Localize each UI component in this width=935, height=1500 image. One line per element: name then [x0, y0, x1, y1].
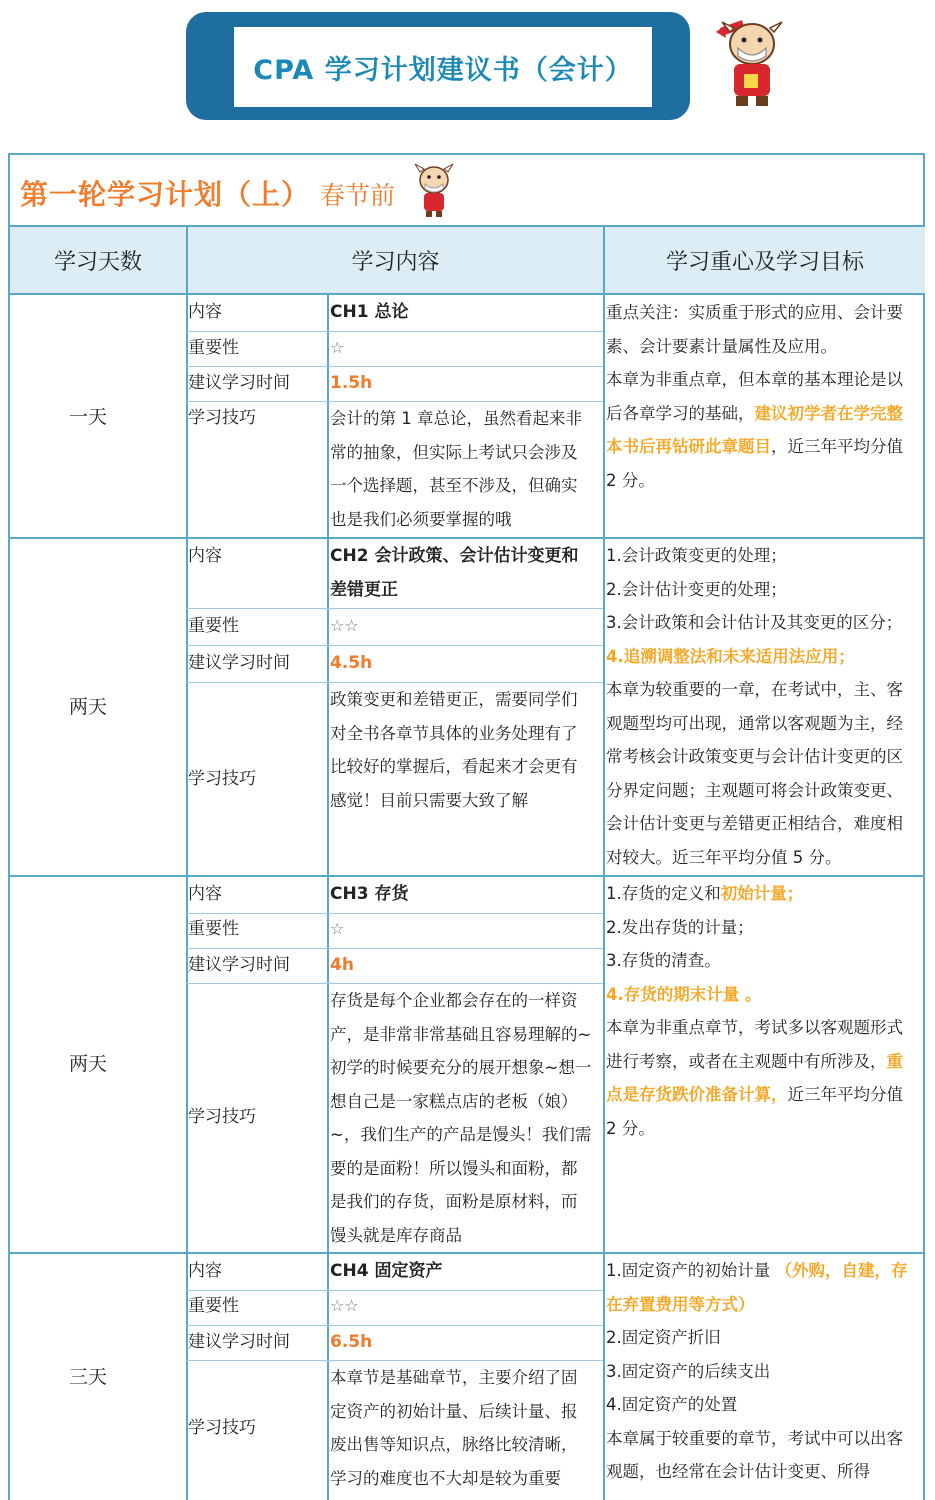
- importance-stars: ☆: [330, 919, 345, 938]
- study-goal: [606, 877, 914, 1145]
- ox-mascot-small-icon: [412, 160, 456, 218]
- study-tips: 存货是每个企业都会存在的一样资产，是非常非常基础且容易理解的~初学的时候要充分的展开想象~想一想自己是一家糕点店的老板（娘）~，我们生产的产品是馒头！我们需要的是面粉！所以馒头和面粉，都是我们的存货，面粉是原材料，而馒头就是库存商品: [330, 991, 592, 1245]
- row-days: 三天: [68, 1365, 107, 1388]
- goal-text: 本章为较重要的一章，在考试中，主、客观题型均可出现，通常以客观题为主，经常考核会计政策变更与会计估计变更的区分界定问题；主观题可将会计政策变更、会计估计变更与差错更正相结合，难度相对较大。近三年平均分值 5 分。: [606, 680, 903, 867]
- goal-highlight: 4.追溯调整法和未来适用法应用；: [606, 646, 855, 666]
- goal-item: 4.固定资产的处置: [606, 1395, 738, 1414]
- study-tips: 会计的第 1 章总论，虽然看起来非常的抽象，但实际上考试只会涉及一个选择题，甚至不涉及，但确实也是我们必须要掌握的哦: [330, 409, 582, 529]
- label-time: 建议学习时间: [188, 373, 290, 393]
- goal-highlight: 4.存货的期末计量 。: [606, 984, 762, 1004]
- header-goal: 学习重心及学习目标: [605, 227, 925, 295]
- row-days: 两天: [68, 1053, 107, 1075]
- label-importance: 重要性: [188, 1296, 239, 1316]
- importance-stars: ☆☆: [330, 1296, 359, 1315]
- goal-text-part: 1.固定资产的初始计量: [606, 1261, 776, 1280]
- goal-highlight: 重点是存货跌价准备计算，: [606, 1051, 903, 1104]
- goal-highlight: 初始计量；: [720, 884, 804, 903]
- cell-separator: [186, 331, 603, 332]
- goal-highlight: 建议初学者在学完整本书后再钻研此章题目: [606, 403, 903, 456]
- goal-item: 3.存货的清查。: [606, 951, 721, 970]
- label-tips: 学习技巧: [188, 769, 256, 789]
- label-time: 建议学习时间: [188, 955, 290, 975]
- importance-stars: ☆☆: [330, 616, 359, 635]
- study-goal: [606, 539, 914, 874]
- label-tips: 学习技巧: [188, 1418, 256, 1438]
- study-time: 6.5h: [330, 1332, 373, 1352]
- label-time: 建议学习时间: [188, 653, 290, 673]
- chapter-name: 差错更正: [330, 580, 398, 600]
- label-content: 内容: [188, 302, 222, 322]
- goal-item: 3.固定资产的后续支出: [606, 1361, 771, 1381]
- study-time: 4h: [330, 955, 354, 975]
- goal-item: 2.会计估计变更的处理；: [606, 579, 787, 599]
- label-importance: 重要性: [188, 616, 239, 636]
- section-subtitle: 春节前: [320, 181, 396, 210]
- goal-text: 本章属于较重要的章节，考试中可以出客观题，也经常在会计估计变更、所得: [606, 1428, 903, 1481]
- row-days: 两天: [68, 695, 107, 718]
- goal-text-part: ，近三年平均分值 2 分。: [606, 437, 903, 490]
- goal-item: 3.会计政策和会计估计及其变更的区分；: [606, 613, 903, 632]
- study-tips: 政策变更和差错更正，需要同学们对全书各章节具体的业务处理有了比较好的掌握后，看起来才会更有感觉！目前只需要大致了解: [330, 690, 578, 810]
- study-tips: 本章节是基础章节，主要介绍了固定资产的初始计量、后续计量、报废出售等知识点，脉络比较清晰，学习的难度也不大却是较为重要: [330, 1368, 578, 1488]
- label-importance: 重要性: [188, 338, 239, 358]
- importance-stars: ☆: [330, 338, 345, 357]
- header-content: 学习内容: [188, 227, 603, 295]
- study-time: 1.5h: [330, 373, 373, 393]
- goal-item: 1.会计政策变更的处理；: [606, 546, 787, 565]
- title-banner-inner: [234, 27, 652, 107]
- cell-separator: [186, 1290, 603, 1291]
- goal-text: [606, 1011, 914, 1145]
- ox-mascot-icon: [712, 10, 786, 110]
- label-importance: 重要性: [188, 919, 239, 939]
- label-tips: 学习技巧: [188, 408, 256, 428]
- chapter-name: CH1 总论: [330, 302, 409, 322]
- label-time: 建议学习时间: [188, 1332, 290, 1352]
- section-title: 第一轮学习计划（上）: [20, 178, 311, 211]
- cell-separator: [186, 913, 603, 914]
- header-days: 学习天数: [10, 227, 186, 295]
- row-days: 一天: [68, 405, 107, 428]
- label-tips: 学习技巧: [188, 1107, 256, 1127]
- study-goal: [606, 296, 914, 497]
- goal-text: 重点关注：实质重于形式的应用、会计要素、会计要素计量属性及应用。: [606, 303, 903, 356]
- chapter-name: CH2 会计政策、会计估计变更和: [330, 546, 579, 566]
- study-goal: [606, 1254, 914, 1489]
- divider: [327, 295, 329, 1500]
- study-time: 4.5h: [330, 653, 373, 673]
- goal-text-part: 本章为非重点章，但本章的基本理论是以后各章学习的基础，: [606, 370, 903, 423]
- chapter-name: CH3 存货: [330, 884, 409, 904]
- goal-highlight: （外购，自建，存在弃置费用等方式）: [606, 1261, 908, 1314]
- cell-separator: [186, 608, 603, 609]
- chapter-name: CH4 固定资产: [330, 1261, 443, 1281]
- goal-item: 2.固定资产折旧: [606, 1328, 721, 1347]
- label-content: 内容: [188, 884, 222, 904]
- goal-text: [606, 363, 914, 497]
- goal-item: [606, 1254, 914, 1321]
- label-content: 内容: [188, 546, 222, 566]
- goal-text-part: 本章为非重点章节，考试多以客观题形式进行考察，或者在主观题中有所涉及，: [606, 1018, 903, 1071]
- divider: [603, 227, 605, 1500]
- goal-item: [606, 877, 914, 911]
- goal-text-part: 1.存货的定义和: [606, 884, 721, 903]
- label-content: 内容: [188, 1261, 222, 1281]
- page-title: CPA 学习计划建议书（会计）: [253, 54, 633, 86]
- goal-item: 2.发出存货的计量；: [606, 917, 754, 937]
- goal-text-part: 近三年平均分值 2 分。: [606, 1085, 903, 1138]
